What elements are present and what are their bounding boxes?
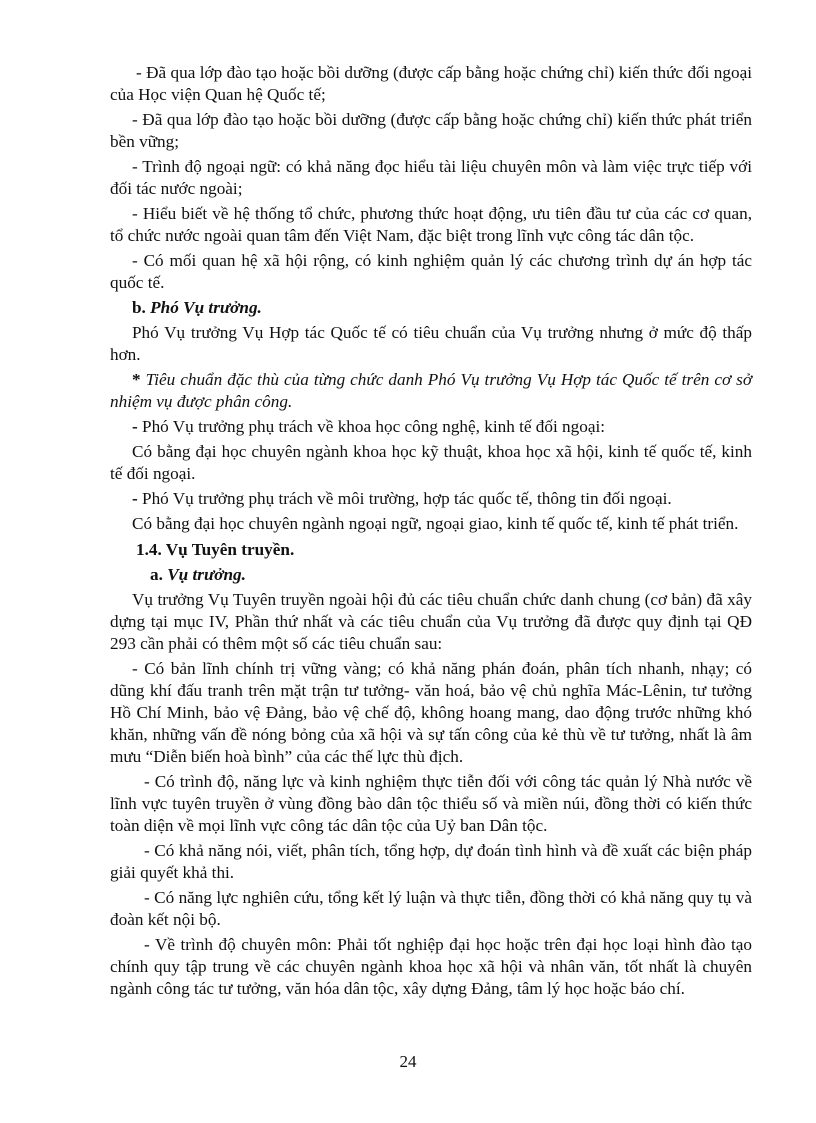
specific-standard-text: Tiêu chuẩn đặc thù của từng chức danh Phó Vụ trưởng Vụ Hợp tác Quốc tế trên cơ sở nhiệm vụ được phân công. (110, 370, 753, 411)
paragraph-research-capacity: - Có năng lực nghiên cứu, tổng kết lý luận và thực tiễn, đồng thời có khả năng quy tụ và đoàn kết nội bộ. (110, 888, 752, 929)
heading-a-title: Vụ trưởng. (167, 565, 246, 584)
paragraph-management-experience: - Có trình độ, năng lực và kinh nghiệm thực tiễn đối với công tác quản lý Nhà nước về lĩnh vực tuyên truyền ở vùng đồng bào dân tộc thiểu số và miền núi, đồng thời có kiến thức toàn diện về mọi lĩnh vực công tác dân tộc của Uỷ ban Dân tộc. (110, 772, 752, 835)
paragraph-specific-standard (110, 369, 752, 413)
paragraph-analysis-skills: - Có khả năng nói, viết, phân tích, tổng hợp, dự đoán tình hình và đề xuất các biện pháp giải quyết khả thi. (110, 841, 752, 882)
page-number: 24 (399, 1052, 417, 1071)
paragraph-political-stance: - Có bản lĩnh chính trị vững vàng; có khả năng phán đoán, phân tích nhanh, nhạy; có dũng khí đấu tranh trên mặt trận tư tưởng- văn hoá, bảo vệ chủ nghĩa Mác-Lênin, tư tưởng Hồ Chí Minh, bảo vệ Đảng, bảo vệ chế độ, không hoang mang, dao động trước những khó khăn, những vấn đề nóng bỏng của xã hội và sự tấn công của kẻ thù về tư tưởng, nhất là âm mưu “Diễn biến hoà bình” của các thế lực thù địch. (110, 659, 752, 766)
heading-director (110, 564, 752, 586)
paragraph-director-intro: Vụ trưởng Vụ Tuyên truyền ngoài hội đủ các tiêu chuẩn chức danh chung (cơ bản) đã xây dựng tại mục IV, Phần thứ nhất và các tiêu chuẩn của Vụ trưởng đã được quy định tại QĐ 293 cần phải có thêm một số các tiêu chuẩn sau: (110, 590, 752, 653)
document-page (110, 62, 752, 1003)
paragraph-deputy-standard: Phó Vụ trưởng Vụ Hợp tác Quốc tế có tiêu chuẩn của Vụ trưởng nhưng ở mức độ thấp hơn. (110, 323, 752, 364)
heading-b-title: Phó Vụ trưởng. (150, 298, 262, 317)
paragraph-foreign-language: - Trình độ ngoại ngữ: có khả năng đọc hiểu tài liệu chuyên môn và làm việc trực tiếp với đối tác nước ngoài; (110, 157, 752, 198)
heading-a-label: a. (150, 565, 163, 584)
section-heading-propaganda: 1.4. Vụ Tuyên truyền. (136, 540, 295, 559)
paragraph-qualification: - Về trình độ chuyên môn: Phải tốt nghiệp đại học hoặc trên đại học loại hình đào tạo chính quy tập trung về các chuyên ngành khoa học xã hội và nhân văn, tốt nhất là chuyên ngành công tác tư tưởng, văn hóa dân tộc, xây dựng Đảng, tâm lý học hoặc báo chí. (110, 935, 752, 998)
heading-b-label: b. (132, 298, 146, 317)
paragraph-sustainable-development-training: - Đã qua lớp đào tạo hoặc bồi dưỡng (được cấp bằng hoặc chứng chỉ) kiến thức phát triển bền vững; (110, 110, 752, 151)
paragraph-deputy-environment (110, 488, 752, 510)
paragraph-deputy-science (110, 416, 752, 438)
heading-deputy-director (110, 297, 752, 319)
deputy-environment-text: Phó Vụ trưởng phụ trách về môi trường, hợp tác quốc tế, thông tin đối ngoại. (142, 489, 672, 508)
dash-marker: - (132, 417, 138, 436)
paragraph-foreign-relations-training: - Đã qua lớp đào tạo hoặc bồi dưỡng (được cấp bằng hoặc chứng chỉ) kiến thức đối ngoại của Học viện Quan hệ Quốc tế; (110, 63, 752, 104)
paragraph-organizations-knowledge: - Hiểu biết về hệ thống tổ chức, phương thức hoạt động, ưu tiên đầu tư của các cơ quan, tổ chức nước ngoài quan tâm đến Việt Nam, đặc biệt trong lĩnh vực công tác dân tộc. (110, 204, 752, 245)
deputy-science-text: Phó Vụ trưởng phụ trách về khoa học công nghệ, kinh tế đối ngoại: (142, 417, 606, 436)
asterisk-marker: * (132, 370, 141, 389)
paragraph-degree-language: Có bằng đại học chuyên ngành ngoại ngữ, ngoại giao, kinh tế quốc tế, kinh tế phát triển. (132, 514, 739, 533)
paragraph-social-relations: - Có mối quan hệ xã hội rộng, có kinh nghiệm quản lý các chương trình dự án hợp tác quốc tế. (110, 251, 752, 292)
paragraph-degree-science: Có bằng đại học chuyên ngành khoa học kỹ thuật, khoa học xã hội, kinh tế quốc tế, kinh tế đối ngoại. (110, 442, 752, 483)
dash-marker: - (132, 489, 138, 508)
